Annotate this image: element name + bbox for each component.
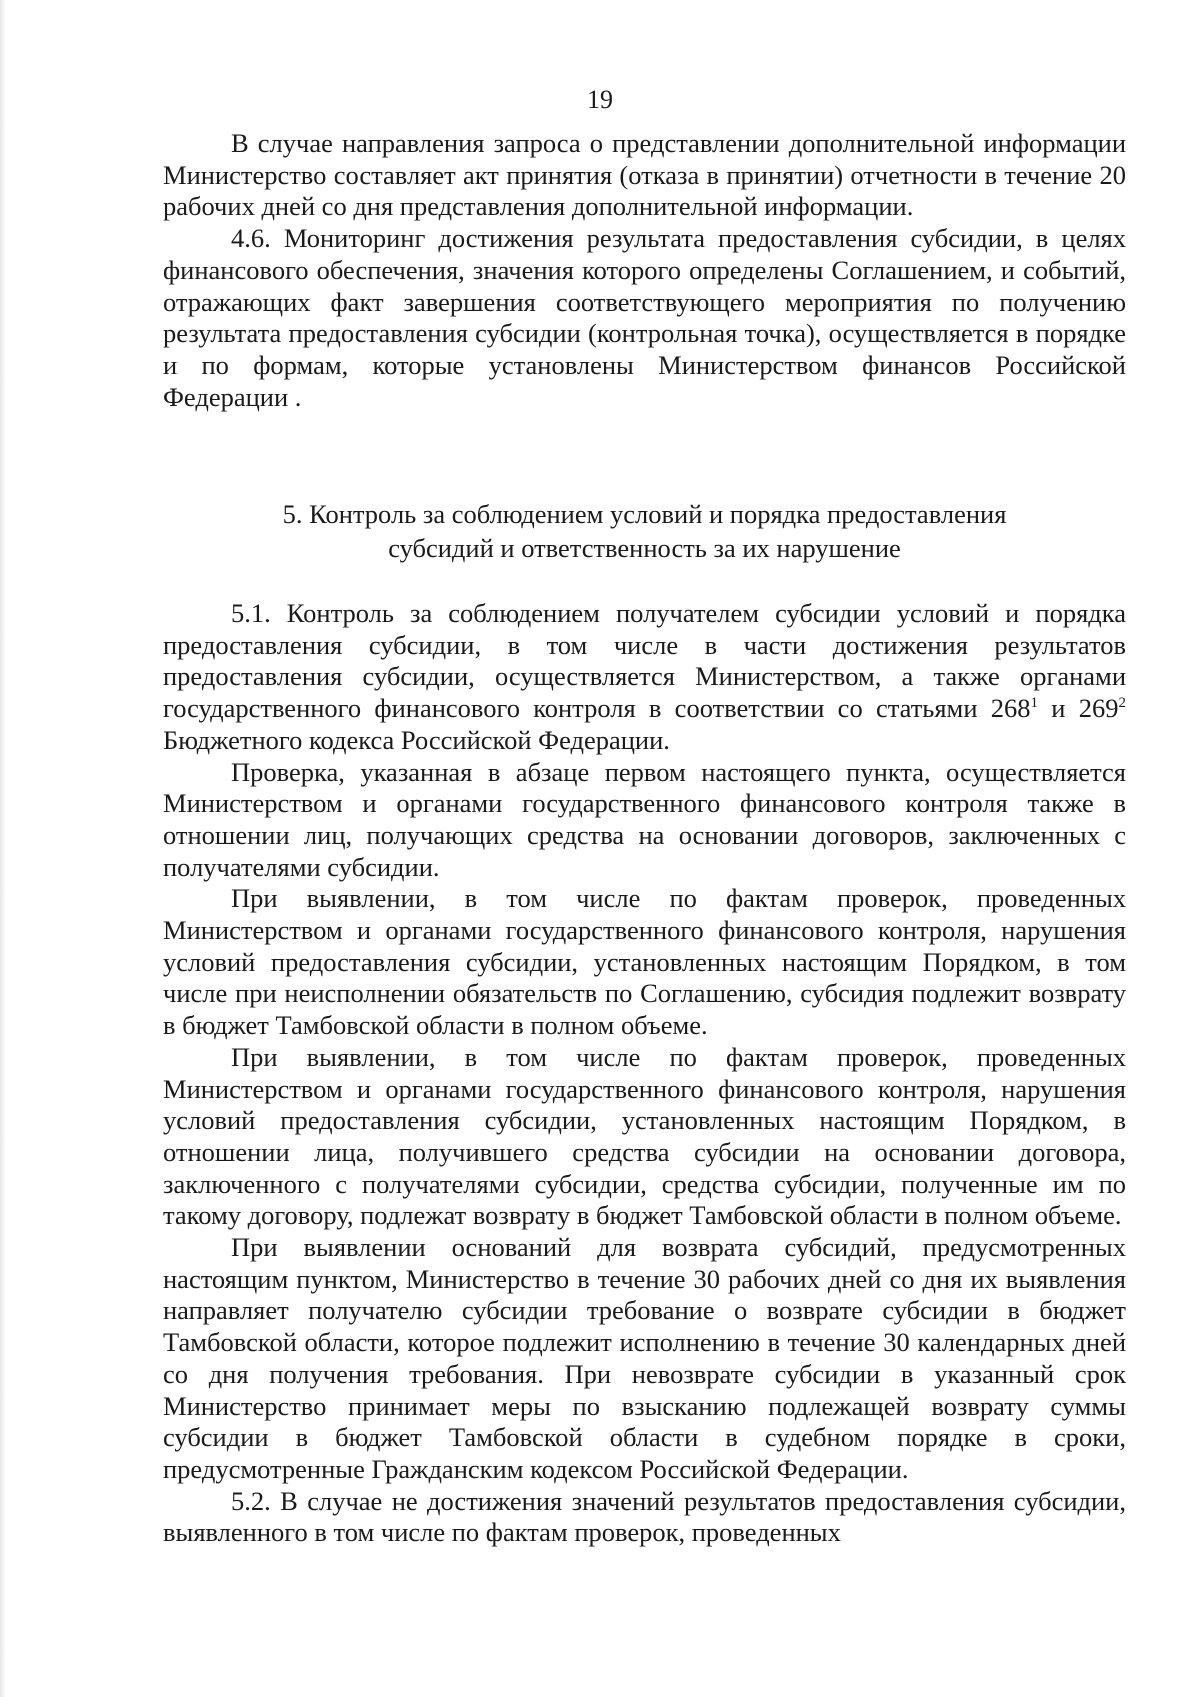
paragraph-5-1-control xyxy=(163,598,1126,757)
section-5-heading xyxy=(163,497,1126,565)
paragraph-5-1-text-c: Бюджетного кодекса Российской Федерации. xyxy=(163,724,670,755)
paragraph-violation-contract-return: При выявлении, в том числе по фактам проверок, проведенных Министерством и органами государственного финансового контроля, нарушения условий предоставления субсидии, установленных настоящим Порядком, в отношении лица, получившего средства субсидии на основании договора, заключенного с получателями субсидии, средства субсидии, полученные им по такому договору, подлежат возврату в бюджет Тамбовской области в полном объеме. xyxy=(163,1041,1126,1231)
section-5-heading-line-2: субсидий и ответственность за их нарушение xyxy=(388,533,901,563)
paragraph-5-2-not-achieved: 5.2. В случае не достижения значений результатов предоставления субсидии, выявленного в том числе по фактам проверок, проведенных xyxy=(163,1485,1126,1548)
paragraph-inspection: Проверка, указанная в абзаце первом настоящего пункта, осуществляется Министерством и органами государственного финансового контроля также в отношении лиц, получающих средства на основании договоров, заключенных с получателями субсидии. xyxy=(163,756,1126,882)
scan-edge-shadow xyxy=(0,0,6,1697)
superscript-1: 1 xyxy=(1030,695,1039,712)
paragraph-4-6-monitoring: 4.6. Мониторинг достижения результата предоставления субсидии, в целях финансового обеспечения, значения которого определены Соглашением, и событий, отражающих факт завершения соответствующего мероприятия по получению результата предоставления субсидии (контрольная точка), осуществляется в порядке и по формам, которые установлены Министерством финансов Российской Федерации . xyxy=(163,223,1126,412)
paragraph-additional-info: В случае направления запроса о представлении дополнительной информации Министерство составляет акт принятия (отказа в принятии) отчетности в течение 20 рабочих дней со дня представления дополнительной информации. xyxy=(163,128,1126,222)
paragraph-5-1-text-b: и 269 xyxy=(1038,693,1119,724)
paragraph-return-demand: При выявлении оснований для возврата субсидий, предусмотренных настоящим пунктом, Министерство в течение 30 рабочих дней со дня их выявления направляет получателю субсидии требование о возврате субсидии в бюджет Тамбовской области, которое подлежит исполнению в течение 30 календарных дней со дня получения требования. При невозврате субсидии в указанный срок Министерство принимает меры по взысканию подлежащей возврату суммы субсидии в бюджет Тамбовской области в судебном порядке в сроки, предусмотренные Гражданским кодексом Российской Федерации. xyxy=(163,1232,1126,1484)
superscript-2: 2 xyxy=(1118,695,1126,712)
paragraph-5-1-text-a: 5.1. Контроль за соблюдением получателем субсидии условий и порядка предоставления субсидии, в том числе в части достижения результатов предоставления субсидии, осуществляется Министерством, а также органами государственного финансового контроля в соответствии со статьями 268 xyxy=(163,598,1126,724)
text-block-top xyxy=(163,128,1126,413)
page-number: 19 xyxy=(587,85,613,114)
paragraph-violation-subsidy-return: При выявлении, в том числе по фактам проверок, проведенных Министерством и органами государственного финансового контроля, нарушения условий предоставления субсидии, установленных настоящим Порядком, в том числе при неисполнении обязательств по Соглашению, субсидия подлежит возврату в бюджет Тамбовской области в полном объеме. xyxy=(163,883,1126,1041)
text-block-section-5 xyxy=(163,598,1126,1549)
section-5-heading-line-1: 5. Контроль за соблюдением условий и порядка предоставления xyxy=(282,499,1007,529)
